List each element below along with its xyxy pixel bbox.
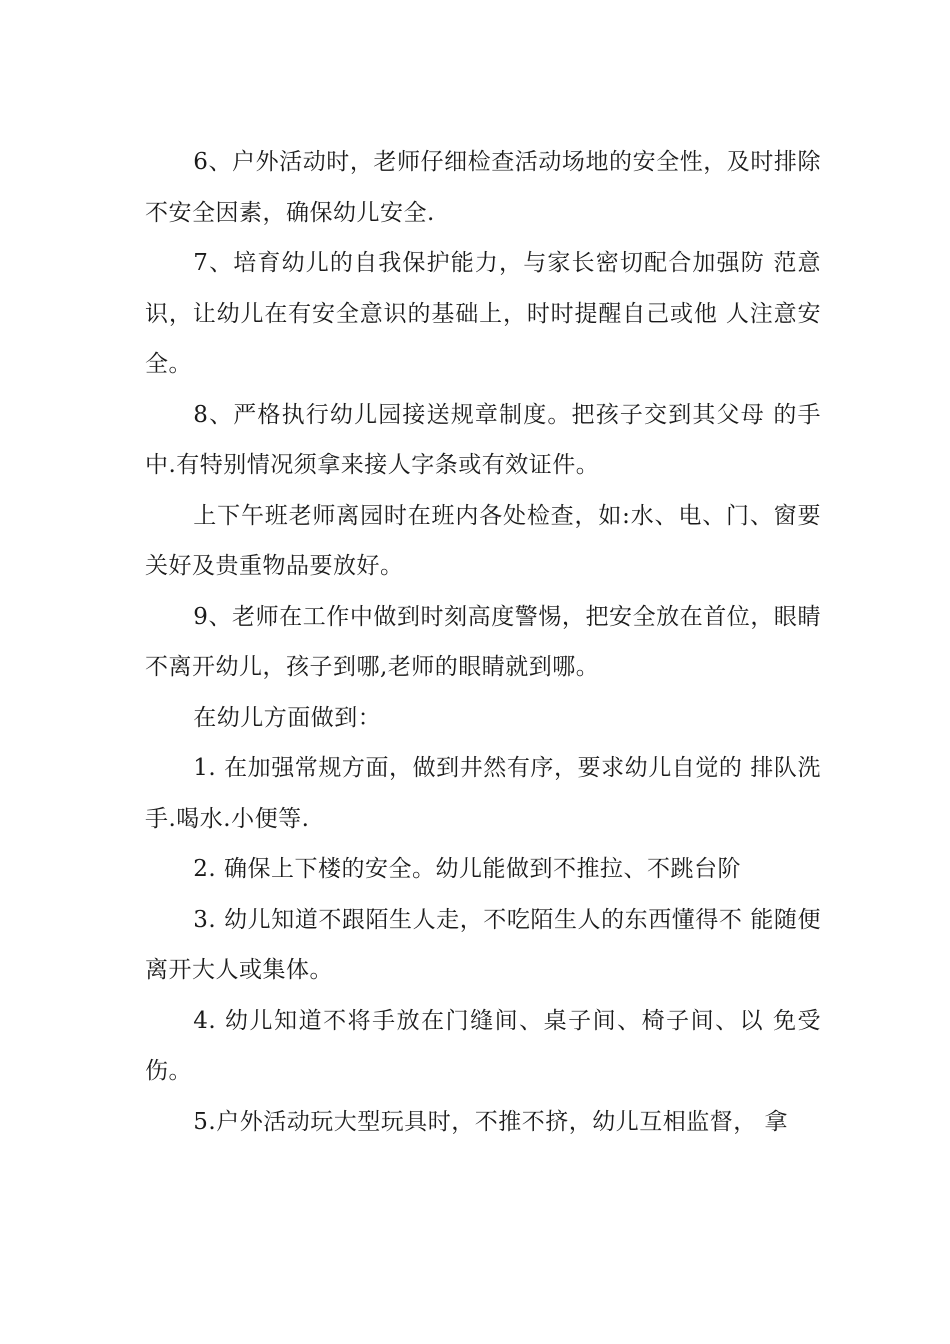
paragraph-item-7: 7、培育幼儿的自我保护能力，与家长密切配合加强防 范意识，让幼儿在有安全意识的基础上，时时提醒自己或他 人注意安全。 [145,250,821,377]
document-body [145,137,821,1147]
paragraph-item-9: 9、老师在工作中做到时刻高度警惕，把安全放在首位，眼睛不离开幼儿，孩子到哪,老师的眼睛就到哪。 [145,603,821,680]
paragraph-child-item-2: 2. 确保上下楼的安全。幼儿能做到不推拉、不跳台阶 [193,856,742,882]
paragraph-child-item-3: 3. 幼儿知道不跟陌生人走，不吃陌生人的东西懂得不 能随便离开大人或集体。 [145,906,821,983]
paragraph-leaving-check: 上下午班老师离园时在班内各处检查，如:水、电、门、窗要关好及贵重物品要放好。 [145,502,821,579]
paragraph-child-item-1: 1. 在加强常规方面，做到井然有序，要求幼儿自觉的 排队洗手.喝水.小便等. [145,755,821,832]
paragraph-item-6: 6、户外活动时，老师仔细检查活动场地的安全性，及时排除不安全因素，确保幼儿安全. [145,149,821,226]
paragraph-child-item-4: 4. 幼儿知道不将手放在门缝间、桌子间、椅子间、以 免受伤。 [145,1007,821,1084]
paragraph-item-8: 8、严格执行幼儿园接送规章制度。把孩子交到其父母 的手中.有特别情况须拿来接人字条或有效证件。 [145,401,821,478]
paragraph-child-item-5: 5.户外活动玩大型玩具时，不推不挤，幼儿互相监督， 拿 [193,1108,789,1135]
paragraph-children-heading: 在幼儿方面做到： [193,704,382,731]
